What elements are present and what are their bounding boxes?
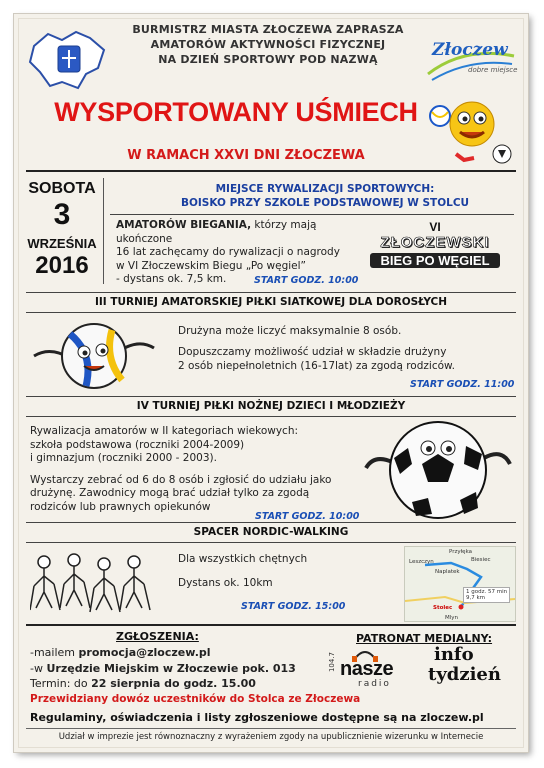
map-place-1: Przyłęka [449,549,473,555]
info-logo-bottom: tydzień [428,664,501,685]
divider-nordic-bottom [26,542,516,543]
map-place-5: Stolec [433,605,453,611]
football-start-time: START GODZ. 10:00 [255,511,360,522]
radio-sub: radio [358,679,391,689]
rules-note: Regulaminy, oświadczenia i listy zgłoszeniowe dostępne są na zloczew.pl [30,711,484,724]
run-line-3: w VI Złoczewskim Biegu „Po węgiel” [116,259,306,272]
divider-top [26,170,516,172]
radio-frequency: 104.7 [328,652,336,673]
map-route-box [463,587,510,603]
football-heading: IV TURNIEJ PIŁKI NOŻNEJ DZIECI I MŁODZIEŻY [136,400,406,412]
signup-term-prefix: Termin: do [30,677,92,690]
header-line-1: BURMISTRZ MIASTA ZŁOCZEWA ZAPRASZA [132,23,404,36]
signup-mail-prefix: -mailem [30,646,79,659]
run-start-time: START GODZ. 10:00 [254,275,359,286]
date-day: 3 [53,198,71,231]
venue-info [160,182,490,210]
divider-volley-bottom [26,312,516,313]
coat-of-arms-icon [28,28,110,92]
football-line-6: rodziców lub prawnych opiekunów [30,500,211,513]
header-line-3: NA DZIEŃ SPORTOWY POD NAZWĄ [158,53,378,66]
run-line-1: którzy mają ukończone [116,219,317,245]
date-month: WRZEŚNIA [27,236,97,251]
transport-note: Przewidziany dowóz uczestników do Stolca ze Złoczewa [30,693,361,705]
map-place-2: Leszczyn [409,559,434,565]
zloczew-logo [424,36,518,86]
radio-name: nasze [340,658,394,680]
nasze-radio-logo [328,646,418,690]
volley-rule-1: Drużyna może liczyć maksymalnie 8 osób. [178,325,402,337]
run-line-4: - dystans ok. 7,5 km. [116,273,227,285]
event-title: WYSPORTOWANY UŚMIECH [54,97,418,127]
run-badge-top: VI [429,220,441,234]
nordic-line-1: Dla wszystkich chętnych [178,553,308,565]
nordic-start-time: START GODZ. 15:00 [241,601,346,612]
run-badge-mid: ZŁOCZEWSKI [380,234,490,251]
football-mascot-icon [362,418,514,520]
info-tydzien-logo [428,644,512,688]
nordic-walkers-icon [30,548,160,626]
volley-rule-2 [178,346,498,373]
run-badge [362,220,508,288]
route-map [404,546,516,622]
football-line-5: drużynę. Zawodnicy mogą brać udział tylko za zgodą [30,487,310,499]
venue-line-1: MIEJSCE RYWALIZACJI SPORTOWYCH: [215,183,435,195]
nordic-heading: SPACER NORDIC-WALKING [193,526,349,538]
divider-bottom [26,624,516,626]
date-divider [103,178,104,284]
event-subtitle: W RAMACH XXVI DNI ZŁOCZEWA [127,148,365,163]
divider-football-top [26,396,516,397]
footer-divider [26,728,516,729]
volley-rule-2a: Dopuszczamy możliwość udział w składzie drużyny [178,346,447,358]
football-line-1: Rywalizacja amatorów w II kategoriach wiekowych: [30,425,299,437]
date-day-name: SOBOTA [28,180,96,197]
map-place-4: Naplatek [435,569,460,575]
volley-heading: III TURNIEJ AMATORSKIEJ PIŁKI SIATKOWEJ DLA DOROSŁYCH [94,296,448,308]
run-badge-bottom: BIEG PO WĘGIEL [370,253,500,268]
divider-football-bottom [26,416,516,417]
date-year: 2016 [35,252,89,279]
header-invitation [118,22,418,67]
smiley-mascot-icon [426,94,512,168]
football-line-2: szkoła podstawowa (roczniki 2004-2009) [30,438,245,451]
map-place-3: Biesiec [471,557,491,563]
logo-tagline: dobre miejsce [468,66,518,74]
header-line-2: AMATORÓW AKTYWNOŚCI FIZYCZNEJ [150,38,386,51]
run-line-2: 16 lat zachęcamy do rywalizacji o nagrody [116,246,340,258]
signup-term: 22 sierpnia do godz. 15.00 [91,677,256,690]
football-line-4: Wystarczy zebrać od 6 do 8 osób i zgłosić do udziału jako [30,473,332,486]
map-route-distance: 9,7 km [466,595,486,601]
volley-start-time: START GODZ. 11:00 [410,379,515,390]
venue-divider [110,214,514,215]
football-description [30,425,360,514]
signup-heading: ZGŁOSZENIA: [116,630,199,643]
football-line-3: i gimnazjum (roczniki 2000 - 2003). [30,452,217,464]
signup-info [30,645,296,692]
volley-rule-2b: 2 osób niepełnoletnich (16-17lat) za zgodą rodziców. [178,359,455,372]
signup-email-link[interactable]: promocja@zloczew.pl [78,646,211,659]
signup-office: Urzędzie Miejskim w Złoczewie pok. 013 [46,661,296,675]
run-lead: AMATORÓW BIEGANIA, [116,219,252,231]
footer-consent: Udział w imprezie jest równoznaczny z wyrażeniem zgody na upublicznienie wizerunku w Internecie [58,732,484,742]
venue-line-2: BOISKO PRZY SZKOLE PODSTAWOWEJ W STOLCU [180,197,470,209]
divider-nordic-top [26,522,516,523]
nordic-line-2: Dystans ok. 10km [178,577,273,589]
map-route-time: 1 godz. 57 min [466,589,508,595]
map-place-6: Mlyn [445,615,459,621]
info-logo-top: info [434,644,474,665]
volleyball-mascot-icon [30,318,158,392]
logo-brand: Złoczew [432,40,508,60]
media-heading: PATRONAT MEDIALNY: [356,632,493,645]
divider-volley-top [26,292,516,293]
signup-office-prefix: -w [30,661,47,675]
